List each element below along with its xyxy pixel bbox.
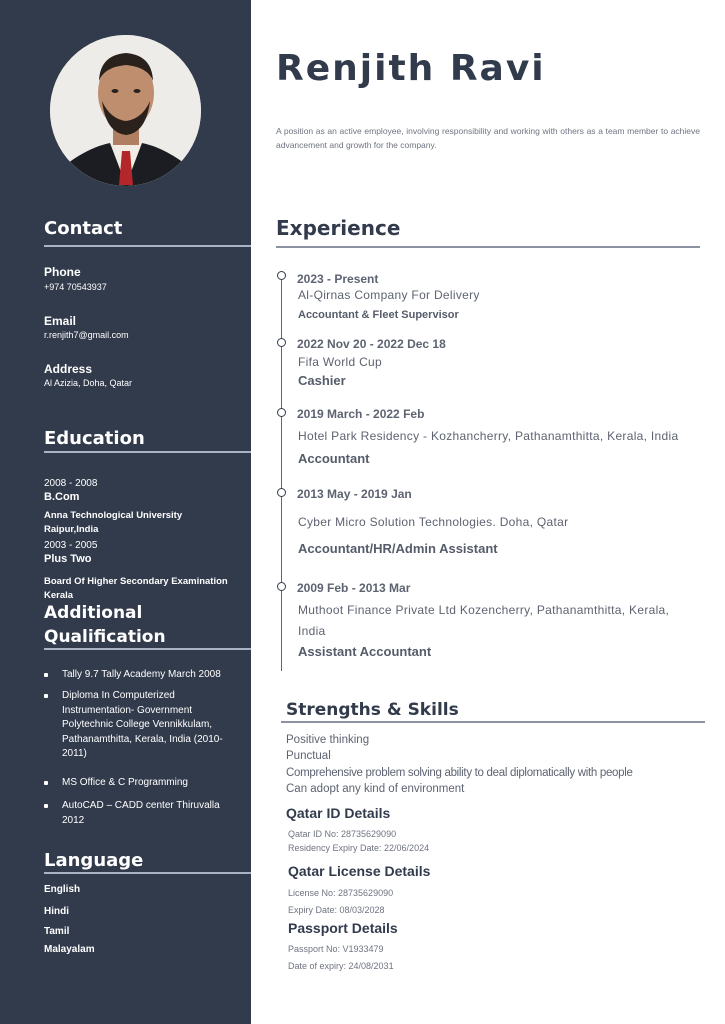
skill-item: Positive thinking [286, 734, 370, 746]
qualification-item: Diploma In Computerized Instrumentation- Government Polytechnic College Vennikkulam, Pathanamthitta, Kerala, India (2010-2011) [44, 689, 244, 762]
contact-heading: Contact [44, 218, 123, 239]
qualification-item: MS Office & C Programming [44, 776, 244, 791]
timeline-node-icon [277, 271, 286, 280]
experience-role: Cashier [298, 373, 346, 388]
license-expiry: Expiry Date: 08/03/2028 [288, 905, 385, 915]
experience-date: 2019 March - 2022 Feb [297, 407, 425, 421]
language-heading: Language [44, 850, 144, 871]
experience-company: Hotel Park Residency - Kozhancherry, Pathanamthitta, Kerala, India [298, 429, 679, 443]
experience-date: 2013 May - 2019 Jan [297, 487, 412, 501]
candidate-name: Renjith Ravi [276, 48, 546, 89]
education-location: Raipur,India [44, 524, 99, 535]
career-objective: A position as an active employee, involving responsibility and working with others as a team member to achieve advancement and growth for the company. [276, 126, 700, 150]
experience-divider [276, 246, 700, 248]
experience-role: Accountant/HR/Admin Assistant [298, 541, 498, 556]
additional-heading-line2: Qualification [44, 627, 166, 647]
experience-company: Cyber Micro Solution Technologies. Doha, Qatar [298, 515, 569, 529]
passport-number: Passport No: V1933479 [288, 944, 384, 954]
experience-date: 2022 Nov 20 - 2022 Dec 18 [297, 337, 446, 351]
phone-value: +974 70543937 [44, 282, 107, 292]
contact-divider [44, 245, 251, 247]
bullet-icon [44, 694, 48, 698]
skills-heading: Strengths & Skills [286, 700, 459, 720]
experience-heading: Experience [276, 216, 401, 240]
qatar-id-heading: Qatar ID Details [286, 805, 391, 821]
education-heading: Education [44, 428, 145, 449]
education-years: 2008 - 2008 [44, 478, 98, 489]
qualification-item: Tally 9.7 Tally Academy March 2008 [44, 668, 244, 683]
experience-date: 2023 - Present [297, 272, 379, 286]
profile-photo [50, 35, 201, 186]
experience-company: Al-Qirnas Company For Delivery [298, 288, 480, 302]
timeline-node-icon [277, 582, 286, 591]
skills-divider [281, 721, 705, 723]
bullet-icon [44, 673, 48, 677]
residency-expiry: Residency Expiry Date: 22/06/2024 [288, 843, 430, 853]
timeline-node-icon [277, 408, 286, 417]
language-divider [44, 872, 251, 874]
phone-label: Phone [44, 265, 81, 279]
address-value: Al Azizia, Doha, Qatar [44, 378, 133, 388]
qatar-id-number: Qatar ID No: 28735629090 [288, 829, 397, 839]
experience-company-continued: India [298, 624, 326, 638]
education-school: Anna Technological University [44, 510, 183, 521]
skill-item: Comprehensive problem solving ability to deal diplomatically with people [286, 767, 633, 779]
language-item: Tamil [44, 926, 70, 937]
experience-timeline [281, 276, 282, 671]
skill-item: Can adopt any kind of environment [286, 783, 465, 795]
language-item: Hindi [44, 906, 69, 917]
sidebar [0, 0, 251, 1024]
experience-company: Fifa World Cup [298, 355, 383, 369]
qualification-item: AutoCAD – CADD center Thiruvalla 2012 [44, 799, 244, 828]
bullet-icon [44, 804, 48, 808]
additional-heading-line1: Additional [44, 603, 143, 623]
additional-qualification-heading [44, 601, 166, 649]
education-divider [44, 451, 251, 453]
experience-role: Assistant Accountant [298, 644, 432, 659]
education-years: 2003 - 2005 [44, 540, 98, 551]
experience-role: Accountant & Fleet Supervisor [298, 309, 459, 321]
email-label: Email [44, 314, 77, 328]
skill-item: Punctual [286, 750, 331, 762]
experience-date: 2009 Feb - 2013 Mar [297, 581, 411, 595]
education-location: Kerala [44, 590, 74, 601]
education-degree: B.Com [44, 491, 80, 503]
timeline-node-icon [277, 488, 286, 497]
experience-company: Muthoot Finance Private Ltd Kozencherry, Pathanamthitta, Kerala, [298, 603, 670, 617]
language-item: Malayalam [44, 944, 95, 955]
passport-heading: Passport Details [288, 920, 398, 936]
license-number: License No: 28735629090 [288, 888, 394, 898]
email-value: r.renjith7@gmail.com [44, 330, 129, 340]
address-label: Address [44, 362, 93, 376]
education-degree: Plus Two [44, 553, 92, 565]
education-school: Board Of Higher Secondary Examination [44, 576, 228, 587]
experience-role: Accountant [298, 451, 370, 466]
license-heading: Qatar License Details [288, 863, 431, 879]
passport-expiry: Date of expiry: 24/08/2031 [288, 961, 394, 971]
additional-divider [44, 648, 251, 650]
timeline-node-icon [277, 338, 286, 347]
bullet-icon [44, 781, 48, 785]
language-item: English [44, 884, 81, 895]
